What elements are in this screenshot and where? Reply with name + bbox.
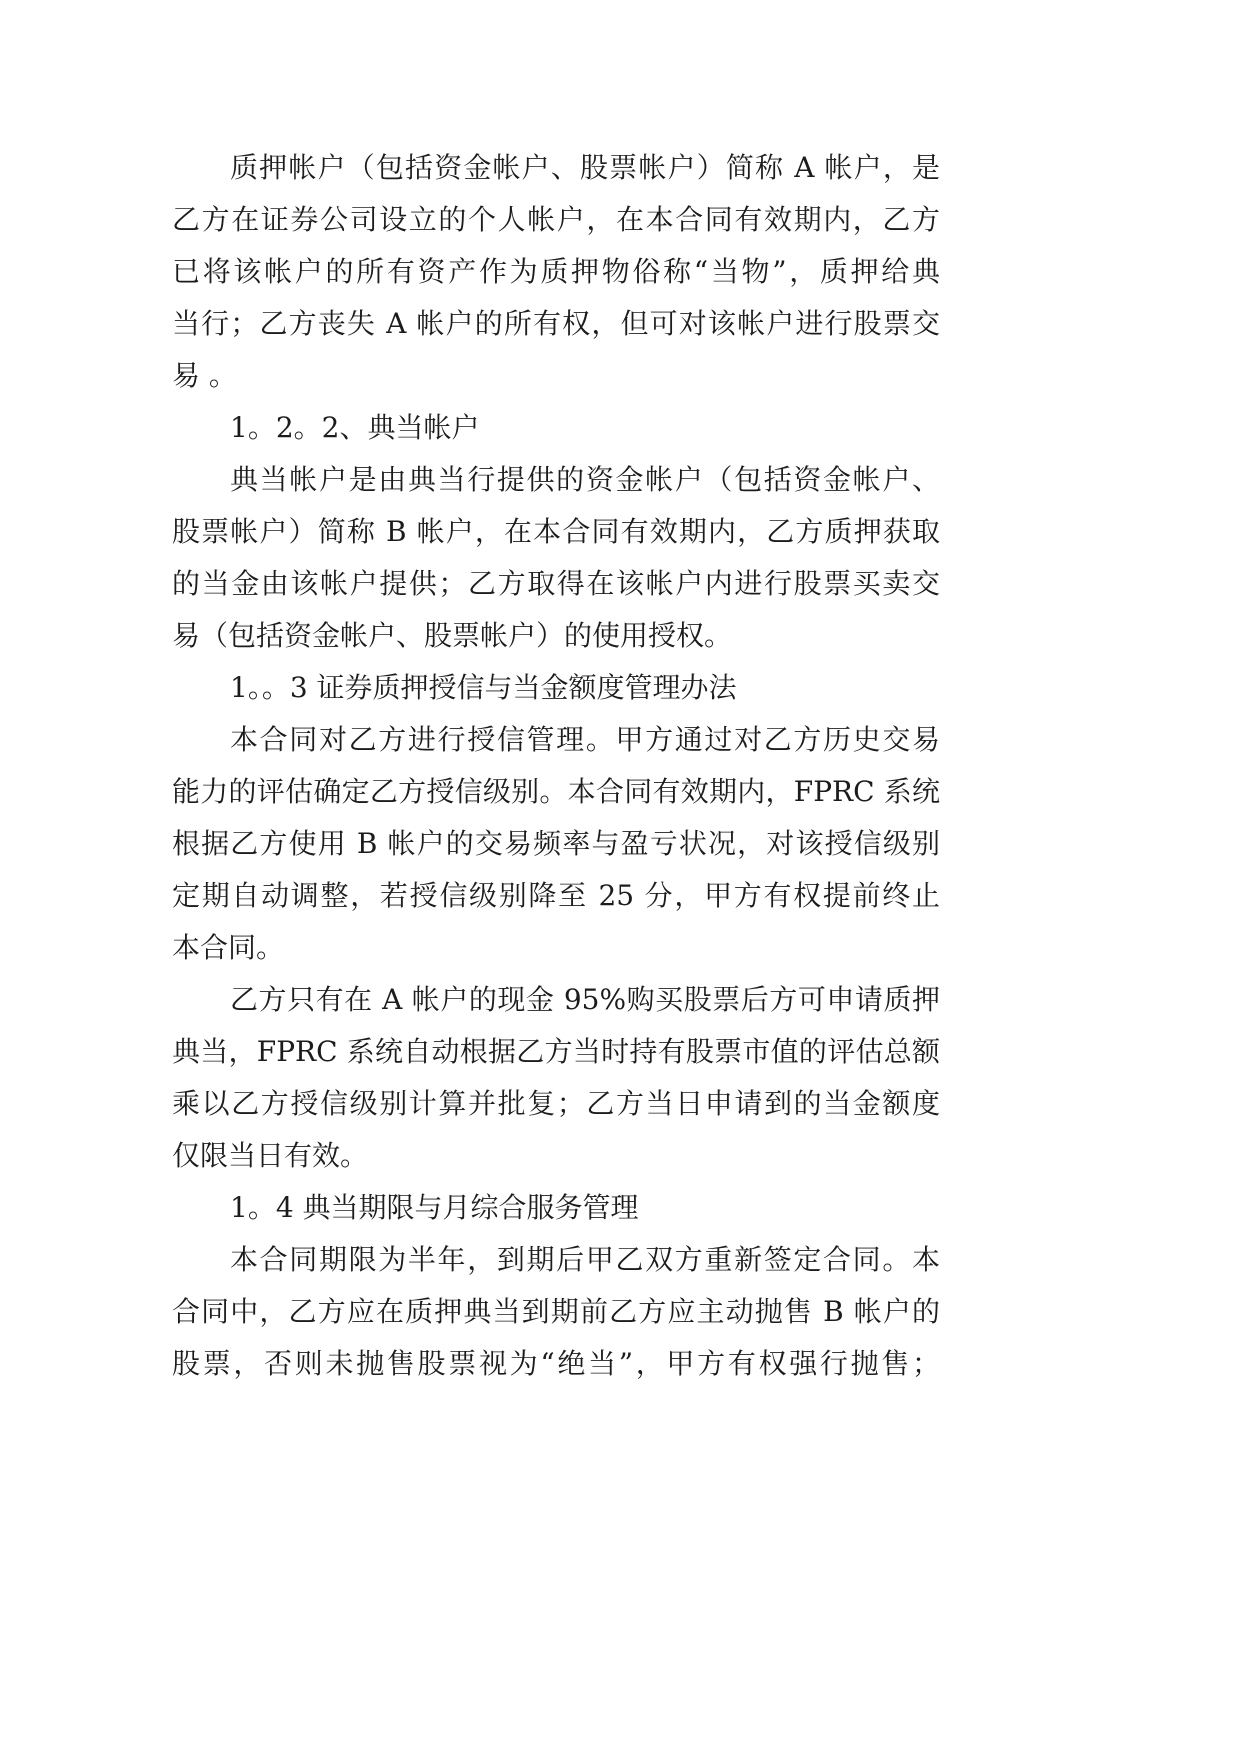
- text-line: 易（包括资金帐户、股票帐户）的使用授权。: [172, 619, 733, 652]
- paragraph-credit-management: [172, 714, 940, 974]
- heading-line: 1。。3 证券质押授信与当金额度管理办法: [230, 671, 737, 704]
- text-line: 定期自动调整，若授信级别降至 25 分，甲方有权提前终止: [172, 879, 940, 912]
- text-line: 本合同期限为半年，到期后甲乙双方重新签定合同。本: [230, 1243, 940, 1276]
- text-line: 根据乙方使用 B 帐户的交易频率与盈亏状况，对该授信级别: [172, 827, 940, 860]
- heading-line: 1。4 典当期限与月综合服务管理: [230, 1191, 639, 1224]
- text-line: 已将该帐户的所有资产作为质押物俗称“当物”，质押给典: [172, 255, 940, 288]
- text-line: 典当帐户是由典当行提供的资金帐户（包括资金帐户、: [230, 463, 940, 496]
- section-heading-credit-management: [172, 662, 940, 714]
- text-line: 本合同。: [172, 931, 285, 964]
- paragraph-pawn-term: [172, 1234, 940, 1390]
- section-heading-pawn-term: [172, 1182, 940, 1234]
- text-line: 乙方在证券公司设立的个人帐户，在本合同有效期内，乙方: [172, 203, 940, 236]
- paragraph-pledge-account: [172, 142, 940, 402]
- text-line: 当行；乙方丧失 A 帐户的所有权，但可对该帐户进行股票交: [172, 307, 940, 340]
- text-line: 典当，FPRC 系统自动根据乙方当时持有股票市值的评估总额: [172, 1035, 940, 1068]
- text-line: 股票帐户）简称 B 帐户，在本合同有效期内，乙方质押获取: [172, 515, 940, 548]
- text-line: 乘以乙方授信级别计算并批复；乙方当日申请到的当金额度: [172, 1087, 940, 1120]
- text-line: 仅限当日有效。: [172, 1139, 369, 1172]
- document-body: [172, 142, 940, 1390]
- text-line: 股票，否则未抛售股票视为“绝当”，甲方有权强行抛售；: [172, 1347, 940, 1380]
- text-line: 能力的评估确定乙方授信级别。本合同有效期内，FPRC 系统: [172, 775, 940, 808]
- paragraph-pledge-application: [172, 974, 940, 1182]
- text-line: 合同中，乙方应在质押典当到期前乙方应主动抛售 B 帐户的: [172, 1295, 940, 1328]
- text-line: 的当金由该帐户提供；乙方取得在该帐户内进行股票买卖交: [172, 567, 940, 600]
- text-line: 质押帐户（包括资金帐户、股票帐户）简称 A 帐户，是: [230, 151, 940, 184]
- section-heading-pawn-account: [172, 402, 940, 454]
- text-line: 本合同对乙方进行授信管理。甲方通过对乙方历史交易: [230, 723, 940, 756]
- text-line: 乙方只有在 A 帐户的现金 95%购买股票后方可申请质押: [230, 983, 940, 1016]
- paragraph-pawn-account: [172, 454, 940, 662]
- heading-line: 1。2。2、典当帐户: [230, 411, 480, 444]
- text-line: 易 。: [172, 359, 237, 392]
